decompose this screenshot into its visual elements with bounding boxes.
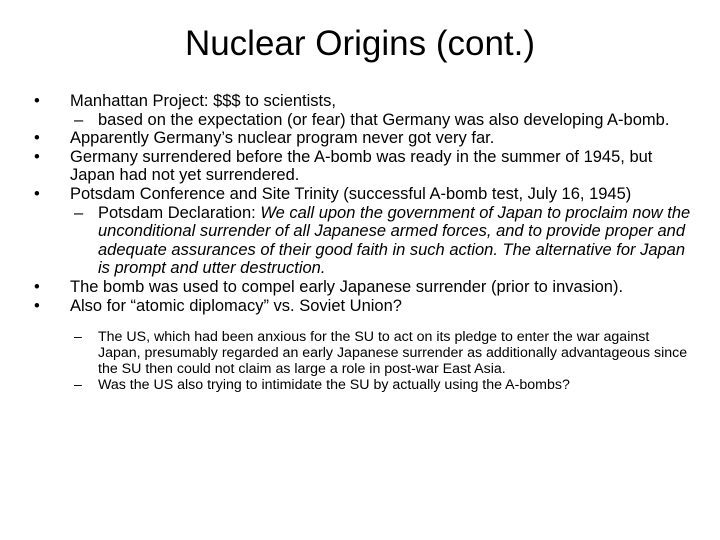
- sub-bullet-item: [34, 329, 694, 377]
- bullet-marker: •: [34, 147, 40, 166]
- bullet-item: [34, 297, 694, 316]
- bullet-marker: •: [34, 184, 40, 203]
- sub-bullet-text: Potsdam Declaration:: [98, 203, 261, 222]
- bullet-item: [34, 185, 694, 204]
- sub-bullet-text: Was the US also trying to intimidate the SU by actually using the A-bombs?: [98, 377, 570, 394]
- sub-bullet-item: [34, 377, 694, 393]
- dash-marker: –: [74, 203, 84, 222]
- bullet-item: [34, 148, 694, 185]
- bullet-text: Germany surrendered before the A-bomb was ready in the summer of 1945, but Japan had not yet surrendered.: [70, 147, 653, 185]
- sub-bullet-text: based on the expectation (or fear) that Germany was also developing A-bomb.: [98, 110, 670, 129]
- bullet-text: Potsdam Conference and Site Trinity (successful A-bomb test, July 16, 1945): [70, 184, 632, 203]
- sub-bullet-item: [34, 111, 694, 130]
- bullet-item: [34, 129, 694, 148]
- bullet-marker: •: [34, 277, 40, 296]
- potsdam-quote: We call upon the government of Japan to proclaim now the unconditional surrender of all Japanese armed forces, and to provide proper and adequate assurances of their good faith in such action. The alternative for Japan is prompt and utter destruction.: [98, 203, 691, 278]
- bullet-text: Also for “atomic diplomacy” vs. Soviet Union?: [70, 296, 402, 315]
- bullet-text: Apparently Germany’s nuclear program never got very far.: [70, 129, 495, 148]
- spacer: [34, 315, 694, 329]
- dash-marker: –: [74, 110, 84, 129]
- bullet-item: [34, 278, 694, 297]
- bullet-marker: •: [34, 129, 40, 148]
- bullet-marker: •: [34, 92, 40, 110]
- bullet-text: Manhattan Project: $$$ to scientists,: [70, 92, 336, 110]
- bullet-text: The bomb was used to compel early Japanese surrender (prior to invasion).: [70, 277, 624, 296]
- dash-marker: –: [74, 377, 82, 394]
- dash-marker: –: [74, 329, 82, 346]
- sub-bullet-item: [34, 204, 694, 278]
- bullet-item: [34, 92, 694, 111]
- bullet-marker: •: [34, 296, 40, 315]
- sub-bullet-text: The US, which had been anxious for the SU to act on its pledge to enter the war against Japan, presumably regarded an early Japanese surrender as additionally advantageous since the SU then could not claim as large a role in post-war East Asia.: [98, 329, 688, 378]
- slide-title: Nuclear Origins (cont.): [184, 24, 536, 63]
- slide-body: [34, 92, 694, 394]
